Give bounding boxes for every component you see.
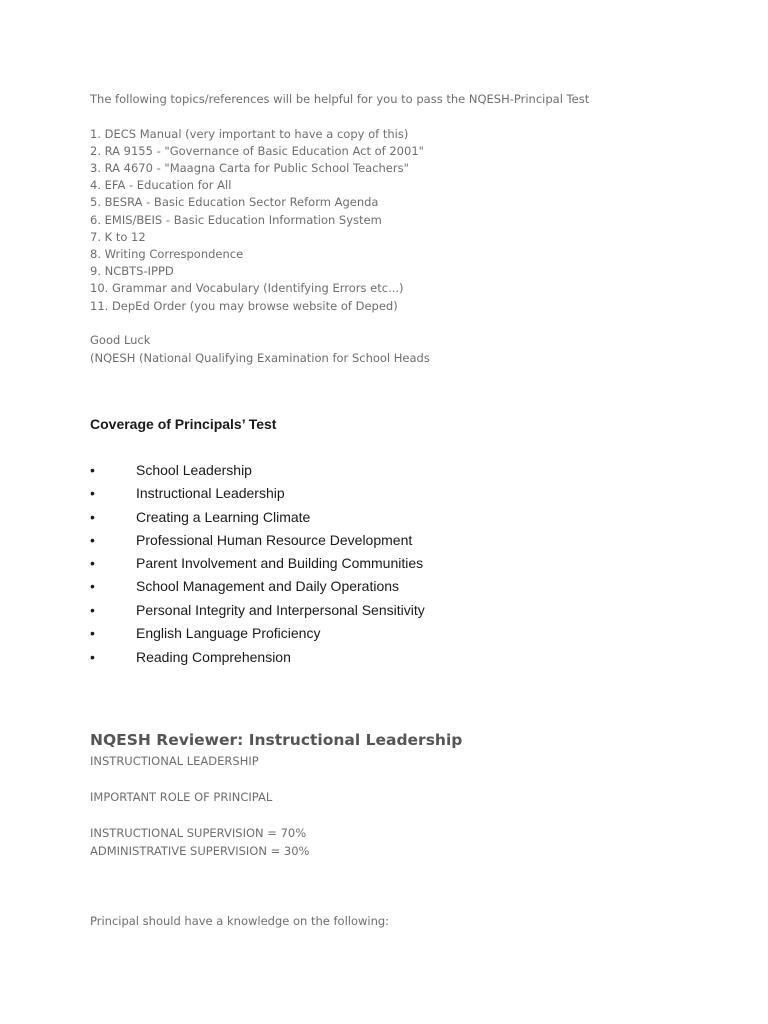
coverage-item — [0, 599, 768, 621]
coverage-heading: Coverage of Principals’ Test — [90, 416, 277, 432]
reference-item: 4. EFA - Education for All — [90, 178, 232, 192]
nqesh-note: (NQESH (National Qualifying Examination for School Heads — [90, 351, 430, 365]
coverage-item-label: Parent Involvement and Building Communities — [136, 555, 424, 571]
coverage-item — [0, 506, 768, 528]
bullet-icon: • — [90, 509, 95, 525]
bullet-icon: • — [90, 485, 95, 501]
bullet-icon: • — [90, 462, 95, 478]
reference-item: 11. DepEd Order (you may browse website of Deped) — [90, 299, 398, 313]
intro-line: The following topics/references will be helpful for you to pass the NQESH-Principal Test — [90, 92, 590, 106]
bullet-icon: • — [90, 578, 95, 594]
reference-item: 6. EMIS/BEIS - Basic Education Information System — [90, 213, 382, 227]
bullet-icon: • — [90, 649, 95, 665]
reference-item: 8. Writing Correspondence — [90, 247, 244, 261]
bullet-icon: • — [90, 532, 95, 548]
coverage-item-label: Reading Comprehension — [136, 649, 291, 665]
bullet-icon: • — [90, 625, 95, 641]
coverage-item-label: Professional Human Resource Development — [136, 532, 413, 548]
reviewer-title: NQESH Reviewer: Instructional Leadership — [90, 731, 463, 749]
coverage-item — [0, 575, 768, 597]
reviewer-subtitle: INSTRUCTIONAL LEADERSHIP — [90, 754, 259, 768]
principal-role: IMPORTANT ROLE OF PRINCIPAL — [90, 790, 273, 804]
coverage-item — [0, 459, 768, 481]
coverage-item — [0, 529, 768, 551]
coverage-item — [0, 482, 768, 504]
coverage-item-label: School Management and Daily Operations — [136, 578, 400, 594]
reference-item: 2. RA 9155 - "Governance of Basic Education Act of 2001" — [90, 144, 424, 158]
bullet-icon: • — [90, 602, 95, 618]
coverage-item-label: School Leadership — [136, 462, 252, 478]
reference-item: 1. DECS Manual (very important to have a copy of this) — [90, 127, 409, 141]
coverage-item — [0, 646, 768, 668]
administrative-supervision: ADMINISTRATIVE SUPERVISION = 30% — [90, 844, 310, 858]
coverage-item-label: Creating a Learning Climate — [136, 509, 311, 525]
bullet-icon: • — [90, 555, 95, 571]
instructional-supervision: INSTRUCTIONAL SUPERVISION = 70% — [90, 826, 307, 840]
reference-item: 7. K to 12 — [90, 230, 146, 244]
coverage-item-label: Personal Integrity and Interpersonal Sensitivity — [136, 602, 425, 618]
coverage-item — [0, 552, 768, 574]
coverage-item-label: Instructional Leadership — [136, 485, 285, 501]
good-luck-text: Good Luck — [90, 333, 151, 347]
reference-item: 3. RA 4670 - "Maagna Carta for Public School Teachers" — [90, 161, 409, 175]
reference-item: 10. Grammar and Vocabulary (Identifying Errors etc...) — [90, 281, 404, 295]
reference-item: 5. BESRA - Basic Education Sector Reform Agenda — [90, 195, 379, 209]
knowledge-line: Principal should have a knowledge on the following: — [90, 914, 390, 928]
coverage-item-label: English Language Proficiency — [136, 625, 321, 641]
reference-item: 9. NCBTS-IPPD — [90, 264, 174, 278]
coverage-item — [0, 622, 768, 644]
